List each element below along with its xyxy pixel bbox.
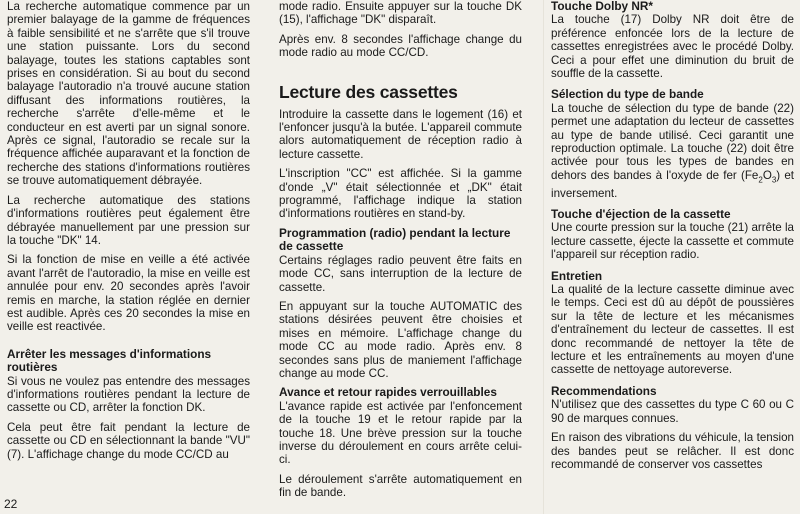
subscript: 2	[758, 175, 763, 185]
paragraph: La touche (17) Dolby NR doit être de préférence enfoncée lors de la lecture de cassettes enregistrées avec le procédé Dolby. Ceci a pour effet une diminution du bruit de souffle de la cassette.	[551, 13, 794, 81]
paragraph: En appuyant sur la touche AUTOMATIC des stations désirées peuvent être choisies et mises en mémoire. L'affichage change du mode CC au mode radio. Après env. 8 secondes sans plus de maniement l'affichage change au mode CC.	[279, 299, 522, 380]
text-run: La touche de sélection du type de bande (22) permet une adaptation du lecteur de cassettes au type de bande utilisé. Ceci garantit une reproduction optimale. La touche (22) doit être activée pour tous les types de bandes en dehors des bandes à l'oxyde de fer (Fe	[551, 101, 794, 182]
paragraph: L'avance rapide est activée par l'enfoncement de la touche 19 et le retour rapide par la touche 18. Une brève pression sur la touche inverse du déroulement en cours arrête celui-ci.	[279, 399, 522, 467]
section-heading: Touche d'éjection de la cassette	[551, 207, 731, 221]
paragraph: Introduire la cassette dans le logement (16) et l'enfoncer jusqu'à la butée. L'appareil commute alors automatiquement de réception radio à lecture cassette.	[279, 107, 522, 161]
paragraph: Si vous ne voulez pas entendre des messages d'informations routières pendant la lecture de cassette ou CD, arrêter la fonction DK.	[7, 374, 250, 415]
paragraph: En raison des vibrations du véhicule, la tension des bandes peut se relâcher. Il est donc recommandé de conserver vos cassettes	[551, 431, 794, 471]
paragraph: N'utilisez que des cassettes du type C 60 ou C 90 de marques connues.	[551, 398, 794, 425]
paragraph: Si la fonction de mise en veille a été activée avant l'arrêt de l'autoradio, la mise en veille est annulée pour env. 20 secondes après l'avoir remis en marche, la station réglée en dernier est audible. Après ces 20 secondes la mise en veille est reactivée.	[7, 253, 250, 334]
column-middle	[279, 0, 522, 506]
paragraph	[551, 102, 794, 200]
paragraph: La recherche automatique des stations d'informations routières peut également être débrayée manuellement par une pression sur la touche "DK" 14.	[7, 193, 250, 247]
text-run: ) et inversement.	[551, 168, 794, 200]
subscript: 3	[771, 175, 777, 185]
page-number: 22	[4, 497, 18, 511]
section-heading: Recommendations	[551, 383, 657, 398]
paragraph: Certains réglages radio peuvent être faits en mode CC, sans interruption de la lecture de cassette.	[279, 253, 522, 294]
chapter-title: Lecture des cassettes	[279, 81, 458, 102]
section-heading: Entretien	[551, 268, 603, 283]
section-heading: Programmation (radio) pendant la lecture de cassette	[279, 225, 511, 254]
section-heading: Sélection du type de bande	[551, 87, 704, 102]
paragraph: Après env. 8 secondes l'affichage change du mode radio au mode CC/CD.	[279, 32, 522, 60]
paragraph: Le déroulement s'arrête automatiquement en fin de bande.	[279, 472, 522, 500]
paragraph: La qualité de la lecture cassette diminue avec le temps. Ceci est dû au dépôt de poussières sur la tête de lecture et les mécanismes d'entraînement du lecteur de cassettes. Il est donc recommandé de nettoyer la tête de lecture et les entraînements au moyen d'une cassette de nettoyage autoreverse.	[551, 283, 794, 377]
paragraph: mode radio. Ensuite appuyer sur la touche DK (15), l'affichage "DK" disparaît.	[279, 0, 522, 27]
page-background-shade	[543, 0, 544, 514]
paragraph: La recherche automatique commence par un premier balayage de la gamme de fréquences à faible sensibilité et ne s'arrête que s'il trouve une station puissante. Lors du second balayage, toutes les stations captables sont prises en considération. Si au bout du second balayage l'autoradio n'a trouvé aucune station diffusant des informations routières, la recherche s'arrête d'elle-même et le conducteur en est averti par un signal sonore. Après ce signal, l'autoradio se recale sur la fréquence affichée auparavant et la fonction de recherche des stations d'informations routières se trouve automatiquement débrayée.	[7, 0, 250, 188]
text-run: O	[762, 168, 772, 182]
column-left	[7, 0, 250, 467]
paragraph: Cela peut être fait pendant la lecture de cassette ou CD en sélectionnant la bande "VU" (7). L'affichage change du mode CC/CD au	[7, 420, 250, 461]
section-heading: Touche Dolby NR*	[551, 0, 654, 13]
section-heading: Avance et retour rapides verrouillables	[279, 385, 497, 400]
paragraph: Une courte pression sur la touche (21) arrête la lecture cassette, éjecte la cassette et commute l'appareil sur réception radio.	[551, 221, 794, 262]
paragraph: L'inscription "CC" est affichée. Si la gamme d'onde „V" était sélectionnée et „DK" était programmé, l'affichage indique la station d'informations routières en stand-by.	[279, 167, 522, 221]
section-heading: Arrêter les messages d'informations routières	[7, 346, 212, 375]
column-right	[551, 0, 794, 477]
